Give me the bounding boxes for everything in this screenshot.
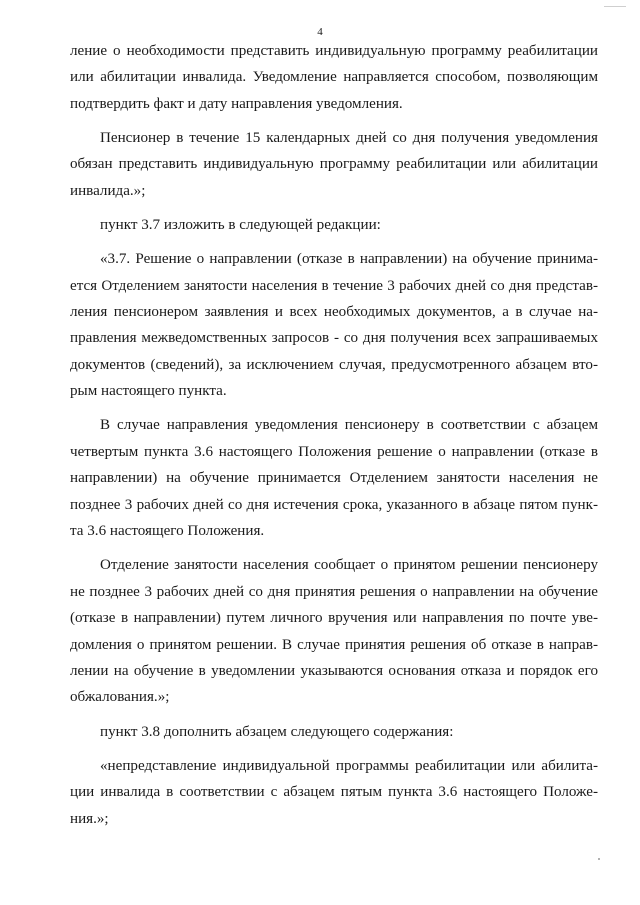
text-line: подтвердить факт и дату направления уведомления. [70,95,403,112]
text-line: направлении) на обучение принимается Отделением занятости населения не [70,470,598,487]
text-line: та 3.6 настоящего Положения. [70,523,265,540]
text-line: пункт 3.8 дополнить абзацем следующего содержания: [100,723,454,740]
paragraph-clause-3-8-addition [70,753,598,832]
text-line: В случае направления уведомления пенсионеру в соответствии с абзацем [100,417,598,434]
text-line: «3.7. Решение о направлении (отказе в направлении) на обучение принима- [100,251,598,268]
text-line: или абилитации инвалида. Уведомление направляется способом, позволяющим [70,69,598,86]
text-line: ния.»; [70,810,109,827]
paragraph-continuation [70,38,598,117]
corner-mark [604,0,626,7]
text-line: ется Отделением занятости населения в течение 3 рабочих дней со дня представ- [70,277,598,294]
text-line: документов (сведений), за исключением случая, предусмотренного абзацем вто- [70,356,598,373]
paragraph-decision-notice [70,552,598,710]
text-line: рым настоящего пункта. [70,383,227,400]
text-line: (отказе в направлении) путем личного вручения или направления по почте уве- [70,610,598,627]
document-body [70,38,598,840]
text-line: Пенсионер в течение 15 календарных дней со дня получения уведомления [100,130,598,147]
text-line: пункт 3.7 изложить в следующей редакции: [100,217,381,234]
text-line: лении на обучение в уведомлении указываются основания отказа и порядок его [70,662,598,679]
paragraph-clause-3-7 [70,246,598,404]
paragraph-notification-case [70,412,598,544]
text-line: ления пенсионером заявления и всех необходимых документов, а в случае на- [70,304,598,321]
paragraph-clause-3-7-intro [70,212,598,238]
text-line: ции инвалида в соответствии с абзацем пятым пункта 3.6 настоящего Положе- [70,784,598,801]
paragraph-clause-3-8-intro [70,719,598,745]
text-line: не позднее 3 рабочих дней со дня принятия решения о направлении на обучение [70,583,598,600]
scan-speck [598,858,600,860]
text-line: Отделение занятости населения сообщает о принятом решении пенсионеру [100,557,598,574]
paragraph-pensioner-deadline [70,125,598,204]
text-line: «непредставление индивидуальной программы реабилитации или абилита- [100,757,598,774]
text-line: домления о принятом решении. В случае принятия решения об отказе в направ- [70,636,598,653]
text-line: ление о необходимости представить индивидуальную программу реабилитации [70,43,598,59]
text-line: обязан представить индивидуальную программу реабилитации или абилитации [70,156,598,173]
text-line: правления межведомственных запросов - со дня получения всех запрашиваемых [70,330,598,347]
page-number: 4 [317,26,323,38]
text-line: позднее 3 рабочих дней со дня истечения срока, указанного в абзаце пятом пунк- [70,496,598,513]
text-line: обжалования.»; [70,689,170,706]
text-line: четвертым пункта 3.6 настоящего Положения решение о направлении (отказе в [70,443,598,460]
text-line: инвалида.»; [70,182,146,199]
